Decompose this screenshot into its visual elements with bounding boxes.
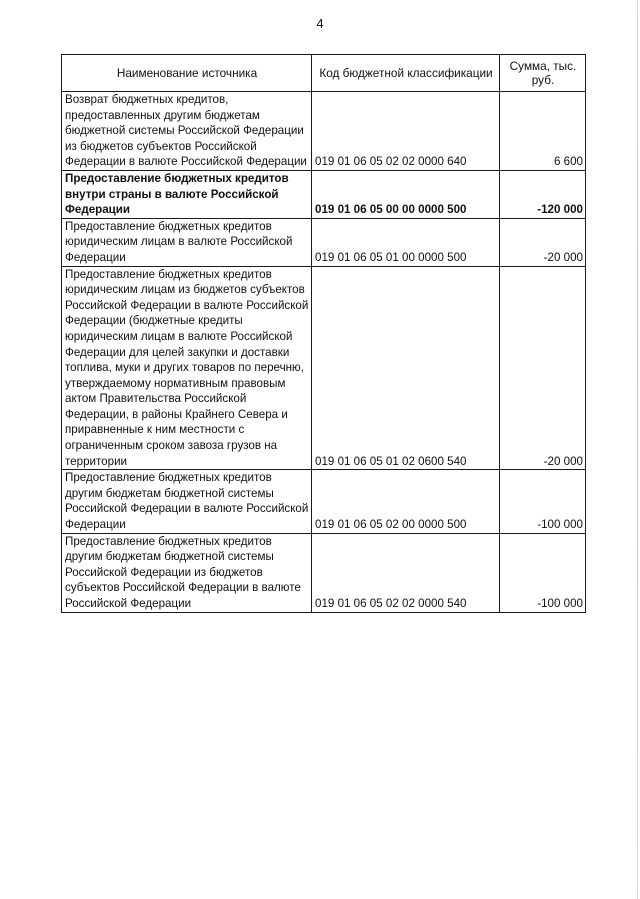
row-sum: -20 000 — [500, 218, 586, 266]
row-sum: 6 600 — [500, 92, 586, 171]
table-row — [62, 218, 586, 266]
table-row — [62, 470, 586, 533]
table-row — [62, 92, 586, 171]
header-sum: Сумма, тыс. руб. — [500, 55, 586, 92]
scan-edge-shadow — [637, 0, 638, 899]
table-row — [62, 170, 586, 218]
row-budget-code: 019 01 06 05 02 02 0000 640 — [312, 92, 500, 171]
header-budget-code: Код бюджетной классификации — [312, 55, 500, 92]
row-budget-code: 019 01 06 05 00 00 0000 500 — [312, 170, 500, 218]
row-source-name: Предоставление бюджетных кредитов юридическим лицам из бюджетов субъектов Российской Федерации в валюте Российской Федерации (бюджетные кредиты юридическим лицам в валюте Российской Федерации для целей закупки и доставки топлива, муки и других товаров по перечню, утверждаемому нормативным правовым актом Правительства Российской Федерации, в районы Крайнего Севера и приравненные к ним местности с ограниченным сроком завоза грузов на территории — [62, 266, 312, 470]
table-row — [62, 266, 586, 470]
row-sum: -100 000 — [500, 533, 586, 612]
row-source-name: Предоставление бюджетных кредитов внутри страны в валюте Российской Федерации — [62, 170, 312, 218]
row-budget-code: 019 01 06 05 02 00 0000 500 — [312, 470, 500, 533]
table-header-row — [62, 55, 586, 92]
row-sum: -20 000 — [500, 266, 586, 470]
row-sum: -100 000 — [500, 470, 586, 533]
row-budget-code: 019 01 06 05 01 00 0000 500 — [312, 218, 500, 266]
row-source-name: Предоставление бюджетных кредитов другим бюджетам бюджетной системы Российской Федерации в валюте Российской Федерации — [62, 470, 312, 533]
page-number: 4 — [316, 16, 324, 31]
row-budget-code: 019 01 06 05 02 02 0000 540 — [312, 533, 500, 612]
header-source-name: Наименование источника — [62, 55, 312, 92]
row-source-name: Предоставление бюджетных кредитов другим бюджетам бюджетной системы Российской Федерации из бюджетов субъектов Российской Федерации в валюте Российской Федерации — [62, 533, 312, 612]
row-budget-code: 019 01 06 05 01 02 0600 540 — [312, 266, 500, 470]
row-source-name: Предоставление бюджетных кредитов юридическим лицам в валюте Российской Федерации — [62, 218, 312, 266]
row-sum: -120 000 — [500, 170, 586, 218]
budget-sources-table — [61, 54, 586, 613]
table-row — [62, 533, 586, 612]
row-source-name: Возврат бюджетных кредитов, предоставленных другим бюджетам бюджетной системы Российской Федерации из бюджетов субъектов Российской Федерации в валюте Российской Федерации — [62, 92, 312, 171]
